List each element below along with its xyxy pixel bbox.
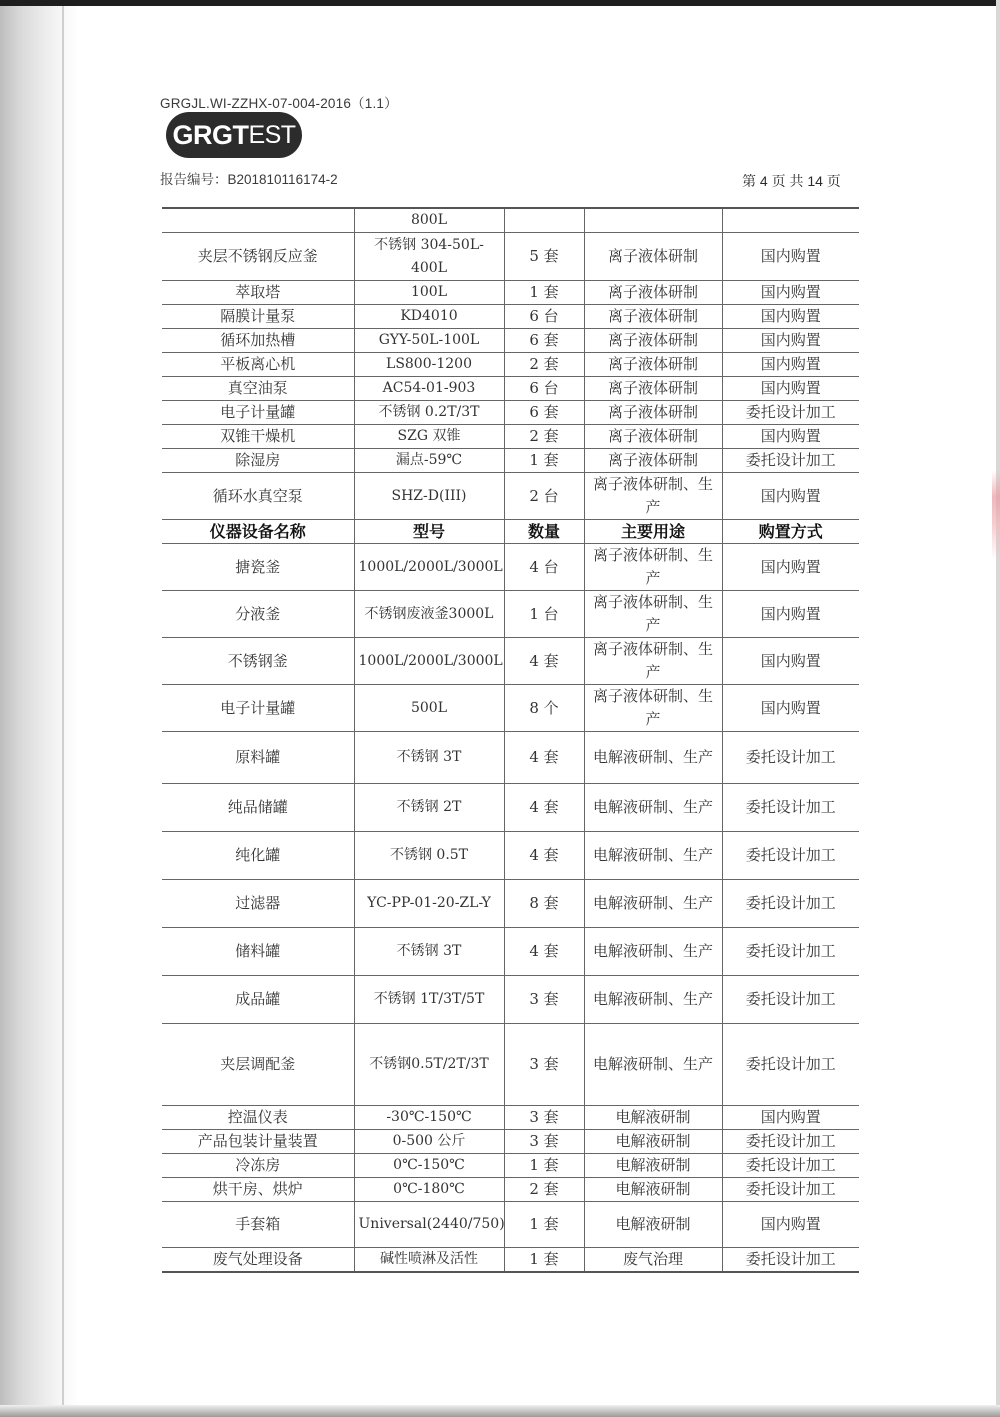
purchase-method-cell: 委托设计加工 — [722, 401, 859, 425]
table-row — [162, 880, 859, 928]
table-row — [162, 305, 859, 329]
purchase-method-cell: 委托设计加工 — [722, 1130, 859, 1154]
table-row — [162, 377, 859, 401]
quantity-cell: 4 套 — [504, 832, 584, 880]
purpose-cell: 离子液体研制 — [584, 401, 722, 425]
column-header: 数量 — [504, 520, 584, 544]
model-cell: 不锈钢 0.2T/3T — [354, 401, 504, 425]
table-row — [162, 638, 859, 685]
purpose-cell: 电解液研制 — [584, 1178, 722, 1202]
model-cell: 不锈钢 1T/3T/5T — [354, 976, 504, 1024]
purpose-cell: 电解液研制 — [584, 1202, 722, 1248]
equipment-name-cell: 纯品储罐 — [162, 784, 354, 832]
purpose-cell: 离子液体研制、生产 — [584, 638, 722, 685]
quantity-cell: 1 套 — [504, 1248, 584, 1273]
purpose-cell: 电解液研制、生产 — [584, 732, 722, 784]
equipment-name-cell: 双锥干燥机 — [162, 425, 354, 449]
equipment-name-cell: 纯化罐 — [162, 832, 354, 880]
table-row — [162, 732, 859, 784]
purpose-cell: 电解液研制、生产 — [584, 928, 722, 976]
quantity-cell: 6 套 — [504, 401, 584, 425]
equipment-name-cell: 电子计量罐 — [162, 401, 354, 425]
purpose-cell: 电解液研制 — [584, 1130, 722, 1154]
table-row — [162, 401, 859, 425]
purchase-method-cell: 国内购置 — [722, 305, 859, 329]
purpose-cell: 废气治理 — [584, 1248, 722, 1273]
table-header-row — [162, 520, 859, 544]
equipment-name-cell: 循环加热槽 — [162, 329, 354, 353]
purpose-cell: 电解液研制 — [584, 1106, 722, 1130]
model-cell: 不锈钢 3T — [354, 928, 504, 976]
quantity-cell: 4 台 — [504, 544, 584, 591]
column-header: 仪器设备名称 — [162, 520, 354, 544]
purchase-method-cell: 委托设计加工 — [722, 732, 859, 784]
column-header: 型号 — [354, 520, 504, 544]
quantity-cell: 1 套 — [504, 1202, 584, 1248]
quantity-cell: 6 台 — [504, 305, 584, 329]
model-cell: Universal(2440/750) — [354, 1202, 504, 1248]
model-cell: 碱性喷淋及活性 — [354, 1248, 504, 1273]
purpose-cell: 离子液体研制 — [584, 377, 722, 401]
scan-bottom-edge — [0, 1405, 1000, 1417]
model-cell: 不锈钢 0.5T — [354, 832, 504, 880]
model-cell: KD4010 — [354, 305, 504, 329]
purchase-method-cell: 委托设计加工 — [722, 784, 859, 832]
quantity-cell: 2 套 — [504, 353, 584, 377]
quantity-cell: 4 套 — [504, 928, 584, 976]
table-row — [162, 425, 859, 449]
table-row — [162, 544, 859, 591]
equipment-name-cell: 循环水真空泵 — [162, 473, 354, 520]
table-row — [162, 591, 859, 638]
purpose-cell: 离子液体研制 — [584, 353, 722, 377]
purchase-method-cell: 国内购置 — [722, 377, 859, 401]
quantity-cell: 8 套 — [504, 880, 584, 928]
page-indicator: 第 4 页 共 14 页 — [742, 173, 841, 189]
model-cell: 800L — [354, 208, 504, 233]
table-row — [162, 329, 859, 353]
quantity-cell: 2 套 — [504, 425, 584, 449]
purchase-method-cell: 国内购置 — [722, 685, 859, 732]
purpose-cell — [584, 208, 722, 233]
document-code: GRGJL.WI-ZZHX-07-004-2016（1.1） — [160, 96, 398, 111]
purchase-method-cell: 国内购置 — [722, 591, 859, 638]
model-cell: SHZ-D(III) — [354, 473, 504, 520]
purchase-method-cell: 国内购置 — [722, 544, 859, 591]
equipment-name-cell: 萃取塔 — [162, 281, 354, 305]
table-row — [162, 1106, 859, 1130]
model-cell: YC-PP-01-20-ZL-Y — [354, 880, 504, 928]
equipment-name-cell: 夹层不锈钢反应釜 — [162, 233, 354, 281]
table-row — [162, 208, 859, 233]
purchase-method-cell: 国内购置 — [722, 638, 859, 685]
quantity-cell — [504, 208, 584, 233]
scan-right-edge — [996, 0, 1000, 1417]
table-row — [162, 281, 859, 305]
equipment-name-cell: 不锈钢釜 — [162, 638, 354, 685]
table-row — [162, 784, 859, 832]
model-cell: 1000L/2000L/3000L — [354, 544, 504, 591]
equipment-name-cell: 原料罐 — [162, 732, 354, 784]
column-header: 购置方式 — [722, 520, 859, 544]
table-row — [162, 976, 859, 1024]
equipment-name-cell: 过滤器 — [162, 880, 354, 928]
purpose-cell: 电解液研制 — [584, 1154, 722, 1178]
logo-text-thin: EST — [248, 120, 296, 149]
quantity-cell: 3 套 — [504, 1106, 584, 1130]
model-cell: AC54-01-903 — [354, 377, 504, 401]
quantity-cell: 1 套 — [504, 1154, 584, 1178]
equipment-name-cell: 冷冻房 — [162, 1154, 354, 1178]
purchase-method-cell: 国内购置 — [722, 233, 859, 281]
quantity-cell: 4 套 — [504, 784, 584, 832]
quantity-cell: 3 套 — [504, 976, 584, 1024]
equipment-name-cell: 手套箱 — [162, 1202, 354, 1248]
model-cell: 500L — [354, 685, 504, 732]
equipment-name-cell: 除湿房 — [162, 449, 354, 473]
purpose-cell: 离子液体研制 — [584, 233, 722, 281]
purpose-cell: 电解液研制、生产 — [584, 784, 722, 832]
equipment-name-cell: 控温仪表 — [162, 1106, 354, 1130]
model-cell: 不锈钢废液釜3000L — [354, 591, 504, 638]
quantity-cell: 2 套 — [504, 1178, 584, 1202]
purchase-method-cell: 委托设计加工 — [722, 1248, 859, 1273]
equipment-table — [162, 207, 859, 1273]
model-cell: 100L — [354, 281, 504, 305]
purpose-cell: 离子液体研制 — [584, 305, 722, 329]
purchase-method-cell — [722, 208, 859, 233]
table-row — [162, 1024, 859, 1106]
equipment-name-cell: 成品罐 — [162, 976, 354, 1024]
equipment-name-cell: 夹层调配釜 — [162, 1024, 354, 1106]
table-row — [162, 1154, 859, 1178]
table-row — [162, 832, 859, 880]
purchase-method-cell: 委托设计加工 — [722, 1154, 859, 1178]
purchase-method-cell: 国内购置 — [722, 473, 859, 520]
purpose-cell: 离子液体研制 — [584, 449, 722, 473]
purchase-method-cell: 国内购置 — [722, 1106, 859, 1130]
purpose-cell: 电解液研制、生产 — [584, 832, 722, 880]
equipment-name-cell: 电子计量罐 — [162, 685, 354, 732]
table-row — [162, 1248, 859, 1273]
purpose-cell: 离子液体研制、生产 — [584, 544, 722, 591]
equipment-name-cell: 产品包装计量装置 — [162, 1130, 354, 1154]
quantity-cell: 2 台 — [504, 473, 584, 520]
table-row — [162, 1130, 859, 1154]
scan-top-edge — [0, 0, 1000, 6]
purpose-cell: 离子液体研制、生产 — [584, 473, 722, 520]
equipment-name-cell: 隔膜计量泵 — [162, 305, 354, 329]
equipment-name-cell — [162, 208, 354, 233]
model-cell: GYY-50L-100L — [354, 329, 504, 353]
model-cell: 0℃-180℃ — [354, 1178, 504, 1202]
equipment-name-cell: 烘干房、烘炉 — [162, 1178, 354, 1202]
equipment-name-cell: 搪瓷釜 — [162, 544, 354, 591]
logo-text-bold: GRGT — [172, 119, 249, 150]
quantity-cell: 6 套 — [504, 329, 584, 353]
purpose-cell: 离子液体研制 — [584, 425, 722, 449]
purchase-method-cell: 国内购置 — [722, 353, 859, 377]
quantity-cell: 4 套 — [504, 732, 584, 784]
quantity-cell: 4 套 — [504, 638, 584, 685]
purchase-method-cell: 委托设计加工 — [722, 832, 859, 880]
scan-binding-line — [62, 0, 64, 1417]
purchase-method-cell: 委托设计加工 — [722, 1178, 859, 1202]
model-cell: -30℃-150℃ — [354, 1106, 504, 1130]
quantity-cell: 8 个 — [504, 685, 584, 732]
equipment-name-cell: 平板离心机 — [162, 353, 354, 377]
report-number: 报告编号：B201810116174-2 — [160, 172, 338, 187]
model-cell: 漏点-59℃ — [354, 449, 504, 473]
model-cell: 0-500 公斤 — [354, 1130, 504, 1154]
quantity-cell: 6 台 — [504, 377, 584, 401]
table-row — [162, 685, 859, 732]
equipment-name-cell: 分液釜 — [162, 591, 354, 638]
quantity-cell: 5 套 — [504, 233, 584, 281]
purchase-method-cell: 委托设计加工 — [722, 1024, 859, 1106]
table-row — [162, 449, 859, 473]
purchase-method-cell: 委托设计加工 — [722, 449, 859, 473]
table-row — [162, 353, 859, 377]
purchase-method-cell: 委托设计加工 — [722, 880, 859, 928]
purchase-method-cell: 国内购置 — [722, 425, 859, 449]
purpose-cell: 电解液研制、生产 — [584, 976, 722, 1024]
equipment-name-cell: 真空油泵 — [162, 377, 354, 401]
quantity-cell: 1 套 — [504, 281, 584, 305]
equipment-name-cell: 储料罐 — [162, 928, 354, 976]
scan-binding-shadow — [0, 0, 78, 1417]
purpose-cell: 电解液研制、生产 — [584, 1024, 722, 1106]
purpose-cell: 离子液体研制 — [584, 281, 722, 305]
purchase-method-cell: 国内购置 — [722, 281, 859, 305]
model-cell: 不锈钢 304-50L-400L — [354, 233, 504, 281]
table-row — [162, 1202, 859, 1248]
purchase-method-cell: 国内购置 — [722, 329, 859, 353]
quantity-cell: 3 套 — [504, 1130, 584, 1154]
equipment-name-cell: 废气处理设备 — [162, 1248, 354, 1273]
quantity-cell: 3 套 — [504, 1024, 584, 1106]
purpose-cell: 离子液体研制 — [584, 329, 722, 353]
table-row — [162, 928, 859, 976]
model-cell: 0℃-150℃ — [354, 1154, 504, 1178]
seal-bleed-mark — [992, 470, 1000, 560]
purpose-cell: 电解液研制、生产 — [584, 880, 722, 928]
model-cell: SZG 双锥 — [354, 425, 504, 449]
model-cell: 不锈钢 3T — [354, 732, 504, 784]
model-cell: LS800-1200 — [354, 353, 504, 377]
purpose-cell: 离子液体研制、生产 — [584, 685, 722, 732]
model-cell: 1000L/2000L/3000L — [354, 638, 504, 685]
purchase-method-cell: 委托设计加工 — [722, 976, 859, 1024]
purchase-method-cell: 国内购置 — [722, 1202, 859, 1248]
grgtest-logo — [166, 112, 302, 158]
table-row — [162, 1178, 859, 1202]
equipment-table-body — [162, 208, 859, 1272]
quantity-cell: 1 套 — [504, 449, 584, 473]
quantity-cell: 1 台 — [504, 591, 584, 638]
table-row — [162, 473, 859, 520]
model-cell: 不锈钢0.5T/2T/3T — [354, 1024, 504, 1106]
purpose-cell: 离子液体研制、生产 — [584, 591, 722, 638]
table-row — [162, 233, 859, 281]
purchase-method-cell: 委托设计加工 — [722, 928, 859, 976]
column-header: 主要用途 — [584, 520, 722, 544]
model-cell: 不锈钢 2T — [354, 784, 504, 832]
